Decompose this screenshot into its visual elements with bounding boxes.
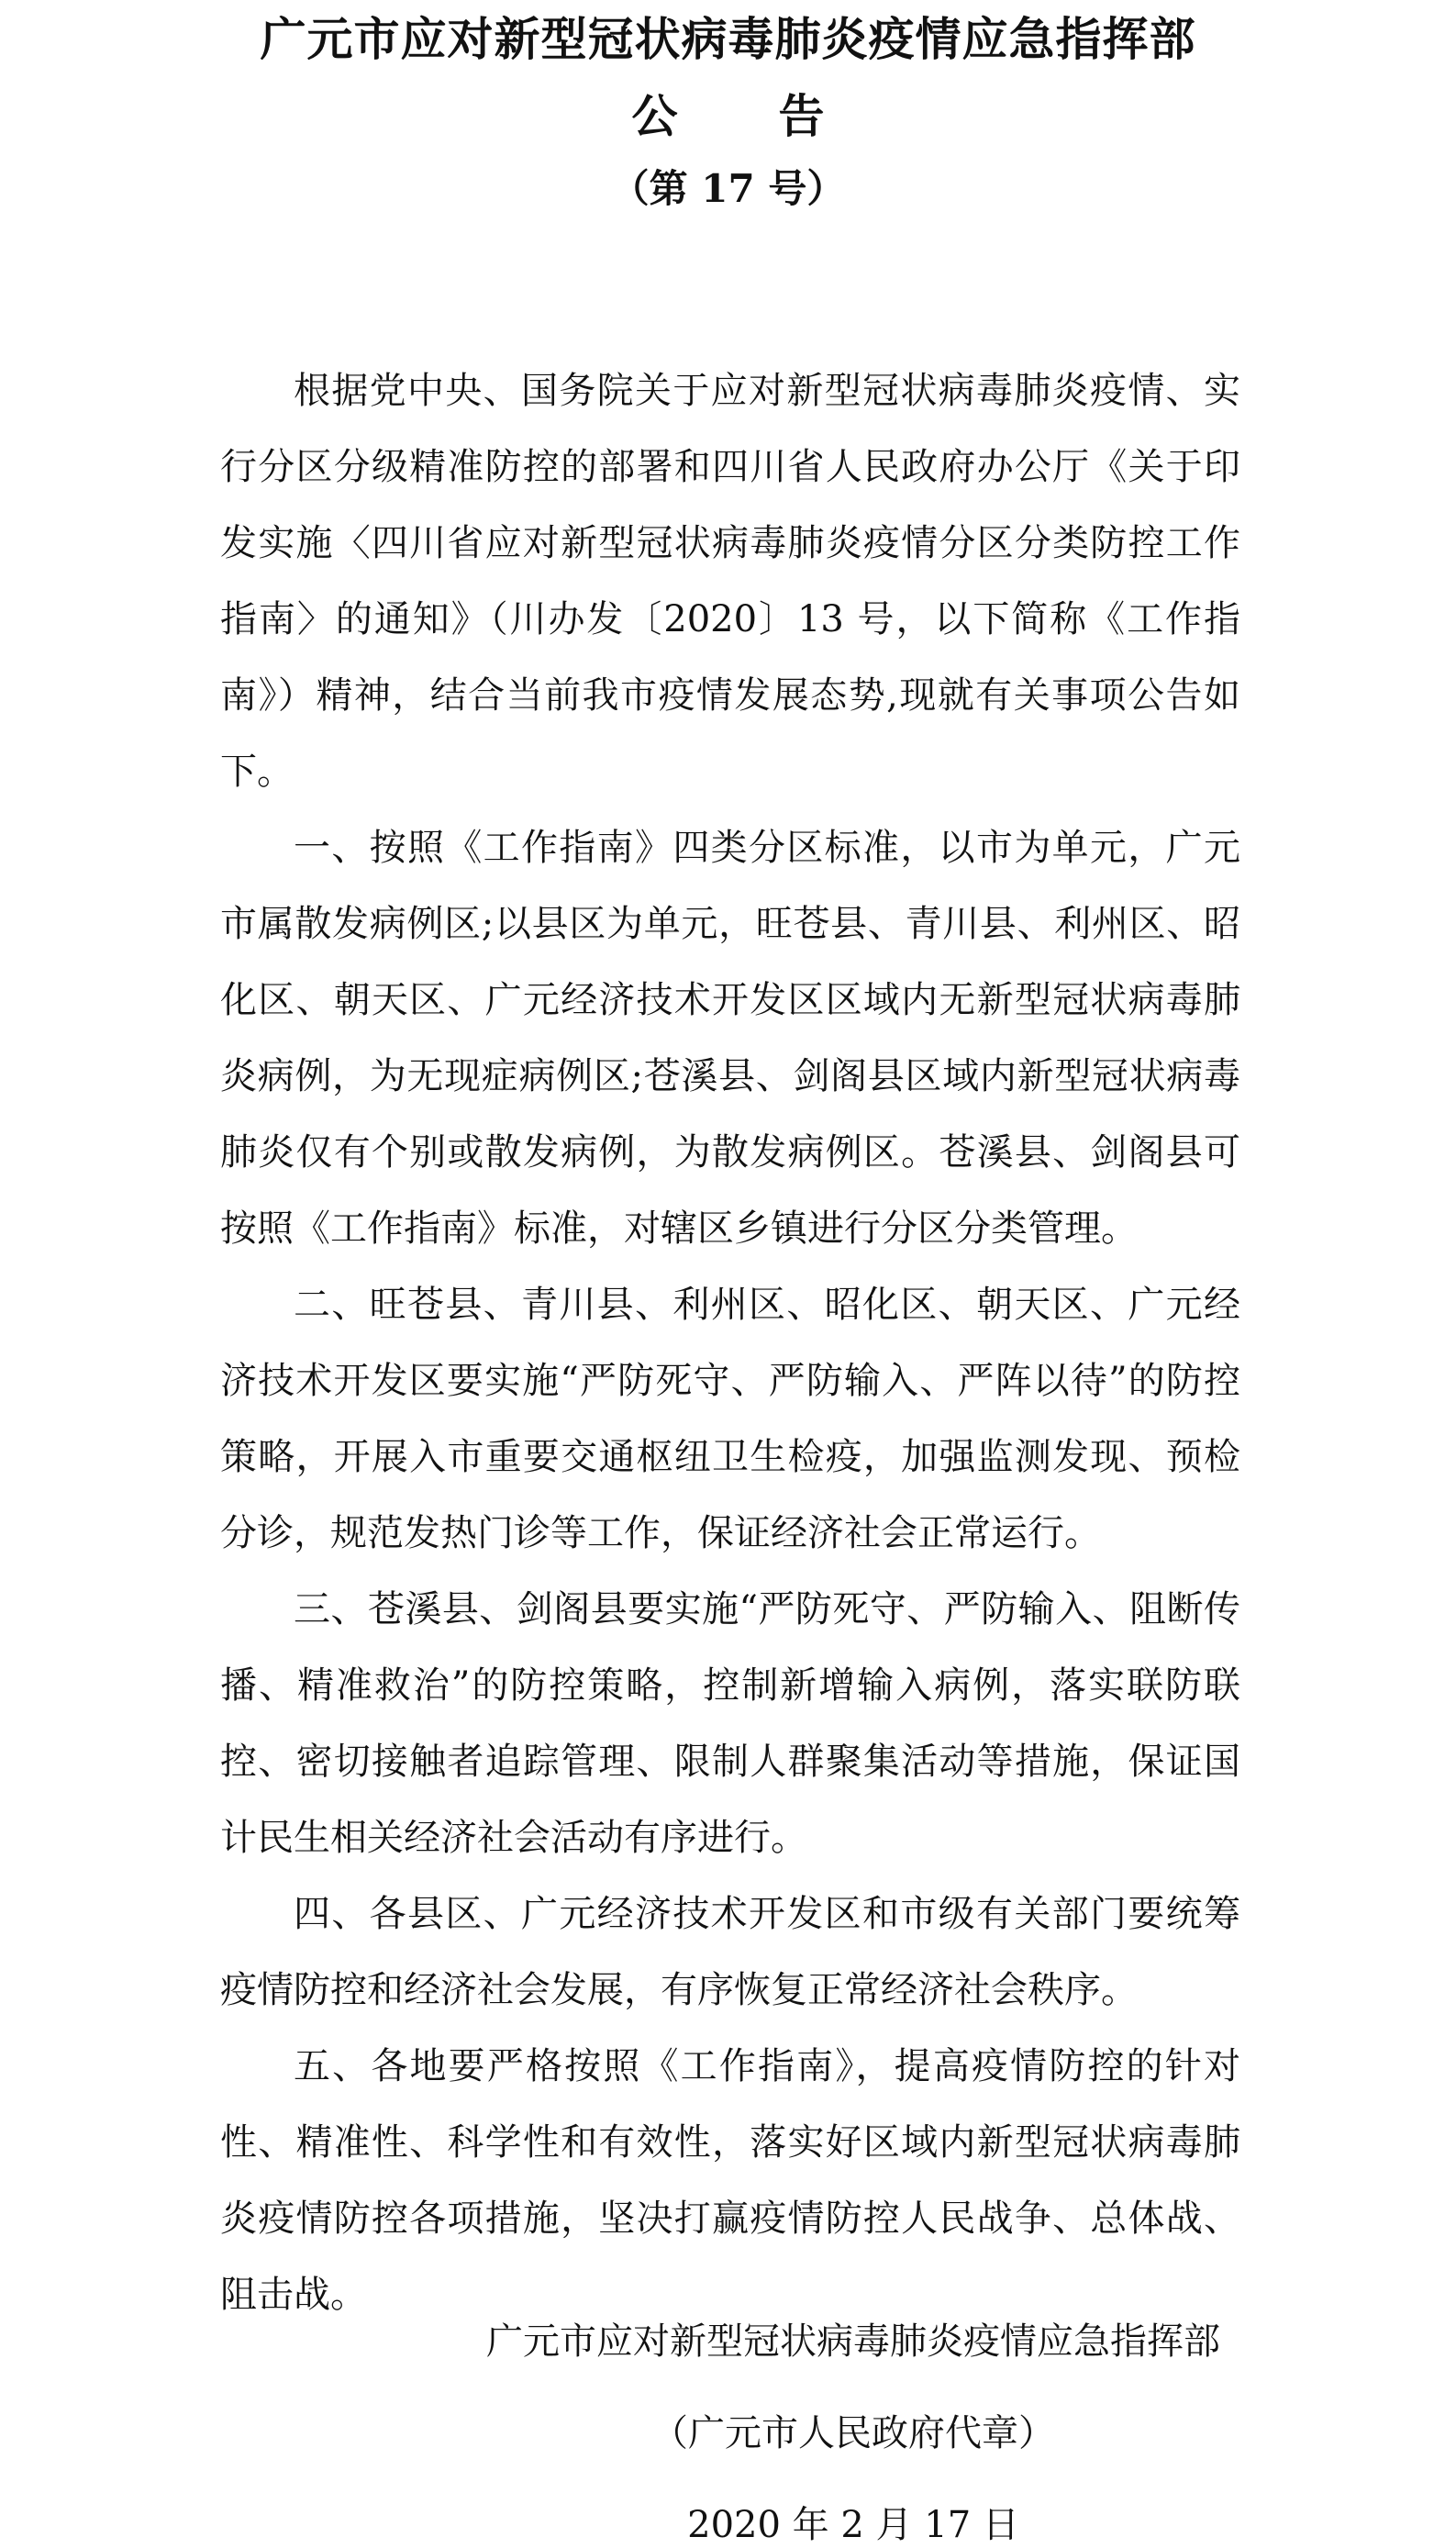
paragraph-item-1: 一、按照《工作指南》四类分区标准，以市为单元，广元市属散发病例区;以县区为单元，旺苍县、青川县、利州区、昭化区、朝天区、广元经济技术开发区区域内无新型冠状病毒肺炎病例，为无现症病例区;苍溪县、剑阁县区域内新型冠状病毒肺炎仅有个别或散发病例，为散发病例区。苍溪县、剑阁县可按照《工作指南》标准，对辖区乡镇进行分区分类管理。	[220, 827, 1240, 1250]
paragraph-item-2: 二、旺苍县、青川县、利州区、昭化区、朝天区、广元经济技术开发区要实施“严防死守、严防输入、严阵以待”的防控策略，开展入市重要交通枢纽卫生检疫，加强监测发现、预检分诊，规范发热门诊等工作，保证经济社会正常运行。	[220, 1284, 1240, 1554]
announcement-heading	[0, 84, 1456, 149]
signature-seal-note: （广元市人民政府代章）	[651, 2412, 1055, 2454]
announcement-heading-right: 告	[778, 89, 825, 143]
paragraph-item-3: 三、苍溪县、剑阁县要实施“严防死守、严防输入、阻断传播、精准救治”的防控策略，控制新增输入病例，落实联防联控、密切接触者追踪管理、限制人群聚集活动等措施，保证国计民生相关经济社会活动有序进行。	[220, 1588, 1240, 1859]
announcement-body	[220, 353, 1240, 2333]
document-title: 广元市应对新型冠状病毒肺炎疫情应急指挥部	[260, 12, 1196, 66]
paragraph-intro: 根据党中央、国务院关于应对新型冠状病毒肺炎疫情、实行分区分级精准防控的部署和四川省人民政府办公厅《关于印发实施〈四川省应对新型冠状病毒肺炎疫情分区分类防控工作指南〉的通知》（川办发〔2020〕13 号，以下简称《工作指南》）精神，结合当前我市疫情发展态势,现就有关事项公告如下。	[220, 370, 1240, 793]
signature-organization: 广元市应对新型冠状病毒肺炎疫情应急指挥部	[486, 2320, 1220, 2363]
paragraph-item-4: 四、各县区、广元经济技术开发区和市级有关部门要统筹疫情防控和经济社会发展，有序恢复正常经济社会秩序。	[220, 1893, 1240, 2011]
announcement-number: （第 17 号）	[610, 166, 846, 211]
announcement-heading-left: 公	[631, 89, 678, 143]
paragraph-item-5: 五、各地要严格按照《工作指南》，提高疫情防控的针对性、精准性、科学性和有效性，落实好区域内新型冠状病毒肺炎疫情防控各项措施，坚决打赢疫情防控人民战争、总体战、阻击战。	[220, 2045, 1240, 2316]
signature-date: 2020 年 2 月 17 日	[687, 2504, 1019, 2546]
